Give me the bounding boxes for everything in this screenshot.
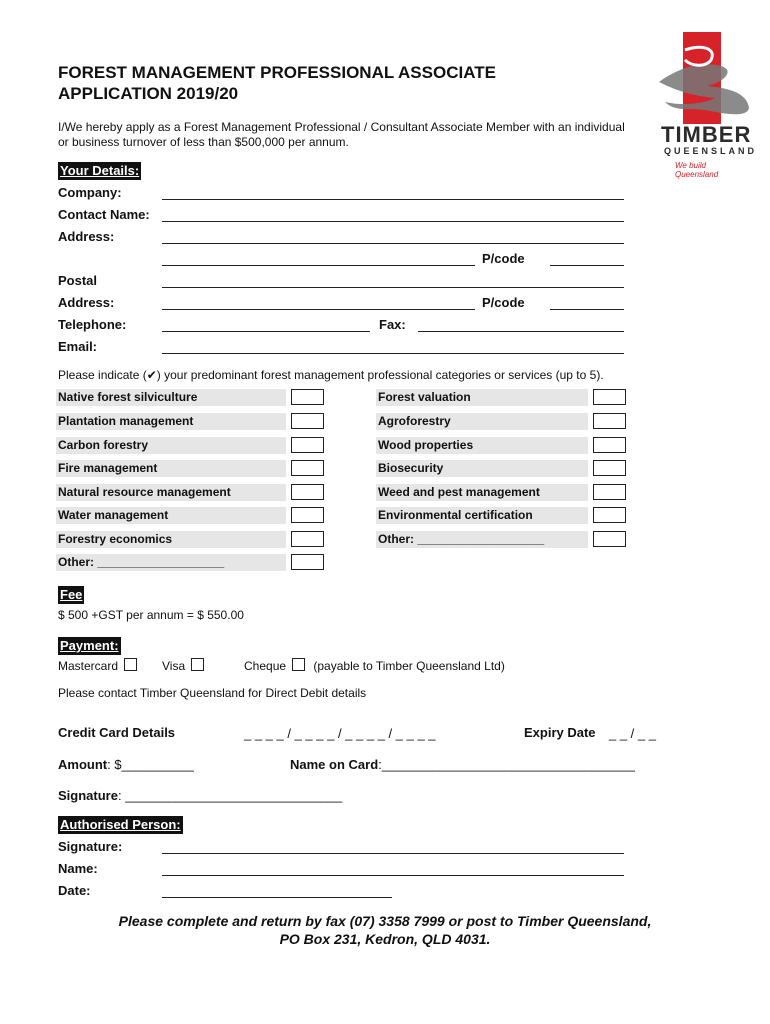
category-checkbox[interactable] [593,484,626,500]
telephone-field[interactable] [162,331,370,332]
address-pcode-label: P/code [482,251,525,266]
amount-label: Amount [58,757,108,772]
authorised-person-heading: Authorised Person: [60,817,181,832]
return-instructions [0,912,770,948]
postal-pcode-label: P/code [482,295,525,310]
category-row-left [56,554,286,571]
visa-checkbox[interactable] [191,658,204,671]
postal-label-line2: Address: [58,295,115,310]
postal-address-field-line1[interactable] [162,287,624,288]
category-row-right [376,531,588,548]
category-row-left [56,460,286,477]
timber-queensland-logo [655,30,758,179]
credit-card-number-field[interactable]: _ _ _ _ / _ _ _ _ / _ _ _ _ / _ _ _ _ [244,726,436,741]
category-label: Other: ___________________ [378,532,545,546]
cheque-label: Cheque [244,659,287,673]
category-checkbox[interactable] [291,389,324,405]
email-field[interactable] [162,353,624,354]
visa-label: Visa [162,659,186,673]
return-instructions-line1: Please complete and return by fax (07) 3358 7999 or post to Timber Queensland, [118,913,652,929]
categories-instruction: Please indicate (✔) your predominant forest management professional categories or services (up to 5). [58,368,604,382]
category-row-left [56,389,286,406]
fee-text: $ 500 +GST per annum = $ 550.00 [58,608,244,622]
category-row-right [376,507,588,524]
form-title-line2: APPLICATION 2019/20 [58,84,239,103]
category-label: Water management [58,508,169,522]
category-label: Natural resource management [58,485,231,499]
form-title [58,62,578,104]
logo-word-queensland: QUEENSLAND [664,146,758,156]
category-row-right [376,484,588,501]
contact-name-field[interactable] [162,221,624,222]
authorised-name-field[interactable] [162,875,624,876]
fax-field[interactable] [418,331,624,332]
category-label: Carbon forestry [58,438,149,452]
category-row-right [376,389,588,406]
category-row-left [56,531,286,548]
category-label: Native forest silviculture [58,390,198,404]
name-on-card-row[interactable] [290,757,635,772]
logo-word-timber: TIMBER [661,122,752,147]
category-row-right [376,437,588,454]
category-label: Wood properties [378,438,474,452]
category-row-left [56,413,286,430]
authorised-name-label: Name: [58,861,98,876]
category-checkbox[interactable] [291,460,324,476]
email-label: Email: [58,339,98,354]
category-checkbox[interactable] [593,531,626,547]
telephone-label: Telephone: [58,317,127,332]
authorised-date-field[interactable] [162,897,392,898]
category-checkbox[interactable] [593,437,626,453]
postal-address-field-line2[interactable] [162,309,475,310]
mastercard-option[interactable] [58,658,137,674]
amount-field[interactable]: : $__________ [107,757,194,772]
payment-signature-row[interactable] [58,788,342,803]
mastercard-label: Mastercard [58,659,119,673]
form-title-line1: FOREST MANAGEMENT PROFESSIONAL ASSOCIATE [58,63,496,82]
category-label: Weed and pest management [378,485,540,499]
return-instructions-line2: PO Box 231, Kedron, QLD 4031. [279,931,491,947]
address-pcode-field[interactable] [550,265,624,266]
authorised-signature-field[interactable] [162,853,624,854]
category-label: Other: ___________________ [58,555,225,569]
category-row-left [56,437,286,454]
company-field[interactable] [162,199,624,200]
category-label: Environmental certification [378,508,533,522]
category-label: Agroforestry [378,414,451,428]
company-label: Company: [58,185,122,200]
address-label: Address: [58,229,115,244]
postal-pcode-field[interactable] [550,309,624,310]
name-on-card-field[interactable]: :___________________________________ [378,757,635,772]
address-field-line1[interactable] [162,243,624,244]
category-checkbox[interactable] [593,389,626,405]
category-row-left [56,484,286,501]
payment-heading: Payment: [60,638,119,653]
category-checkbox[interactable] [593,507,626,523]
address-field-line2[interactable] [162,265,475,266]
category-checkbox[interactable] [593,413,626,429]
credit-card-details-label: Credit Card Details [58,725,176,740]
category-checkbox[interactable] [291,413,324,429]
category-row-right [376,460,588,477]
category-label: Forest valuation [378,390,471,404]
expiry-date-label: Expiry Date [524,725,596,740]
category-label: Biosecurity [378,461,444,475]
postal-label-line1: Postal [58,273,98,288]
your-details-heading: Your Details: [60,163,140,178]
category-checkbox[interactable] [291,507,324,523]
amount-row[interactable] [58,757,194,772]
intro-text: I/We hereby apply as a Forest Management Professional / Consultant Associate Member with an individual or business turnover of less than $500,000 per annum. [58,120,625,149]
category-checkbox[interactable] [593,460,626,476]
expiry-date-field[interactable]: _ _ / _ _ [609,726,656,741]
category-label: Plantation management [58,414,194,428]
authorised-date-label: Date: [58,883,91,898]
fee-heading: Fee [60,587,83,602]
category-label: Forestry economics [58,532,173,546]
category-checkbox[interactable] [291,554,324,570]
cheque-checkbox[interactable] [292,658,305,671]
category-label: Fire management [58,461,158,475]
payment-signature-label: Signature [58,788,118,803]
authorised-signature-label: Signature: [58,839,123,854]
mastercard-checkbox[interactable] [124,658,137,671]
category-checkbox[interactable] [291,531,324,547]
visa-option[interactable] [162,658,204,674]
category-checkbox[interactable] [291,437,324,453]
fax-label: Fax: [379,317,406,332]
category-checkbox[interactable] [291,484,324,500]
contact-name-label: Contact Name: [58,207,150,222]
payment-signature-field[interactable]: : ______________________________ [117,788,343,803]
logo-tagline: We build Queensland [675,161,719,179]
cheque-note: (payable to Timber Queensland Ltd) [313,659,505,673]
name-on-card-label: Name on Card [290,757,379,772]
timber-queensland-logo-mark [655,30,751,130]
category-row-right [376,413,588,430]
cheque-option[interactable] [244,658,505,674]
category-row-left [56,507,286,524]
direct-debit-note: Please contact Timber Queensland for Direct Debit details [58,686,367,700]
